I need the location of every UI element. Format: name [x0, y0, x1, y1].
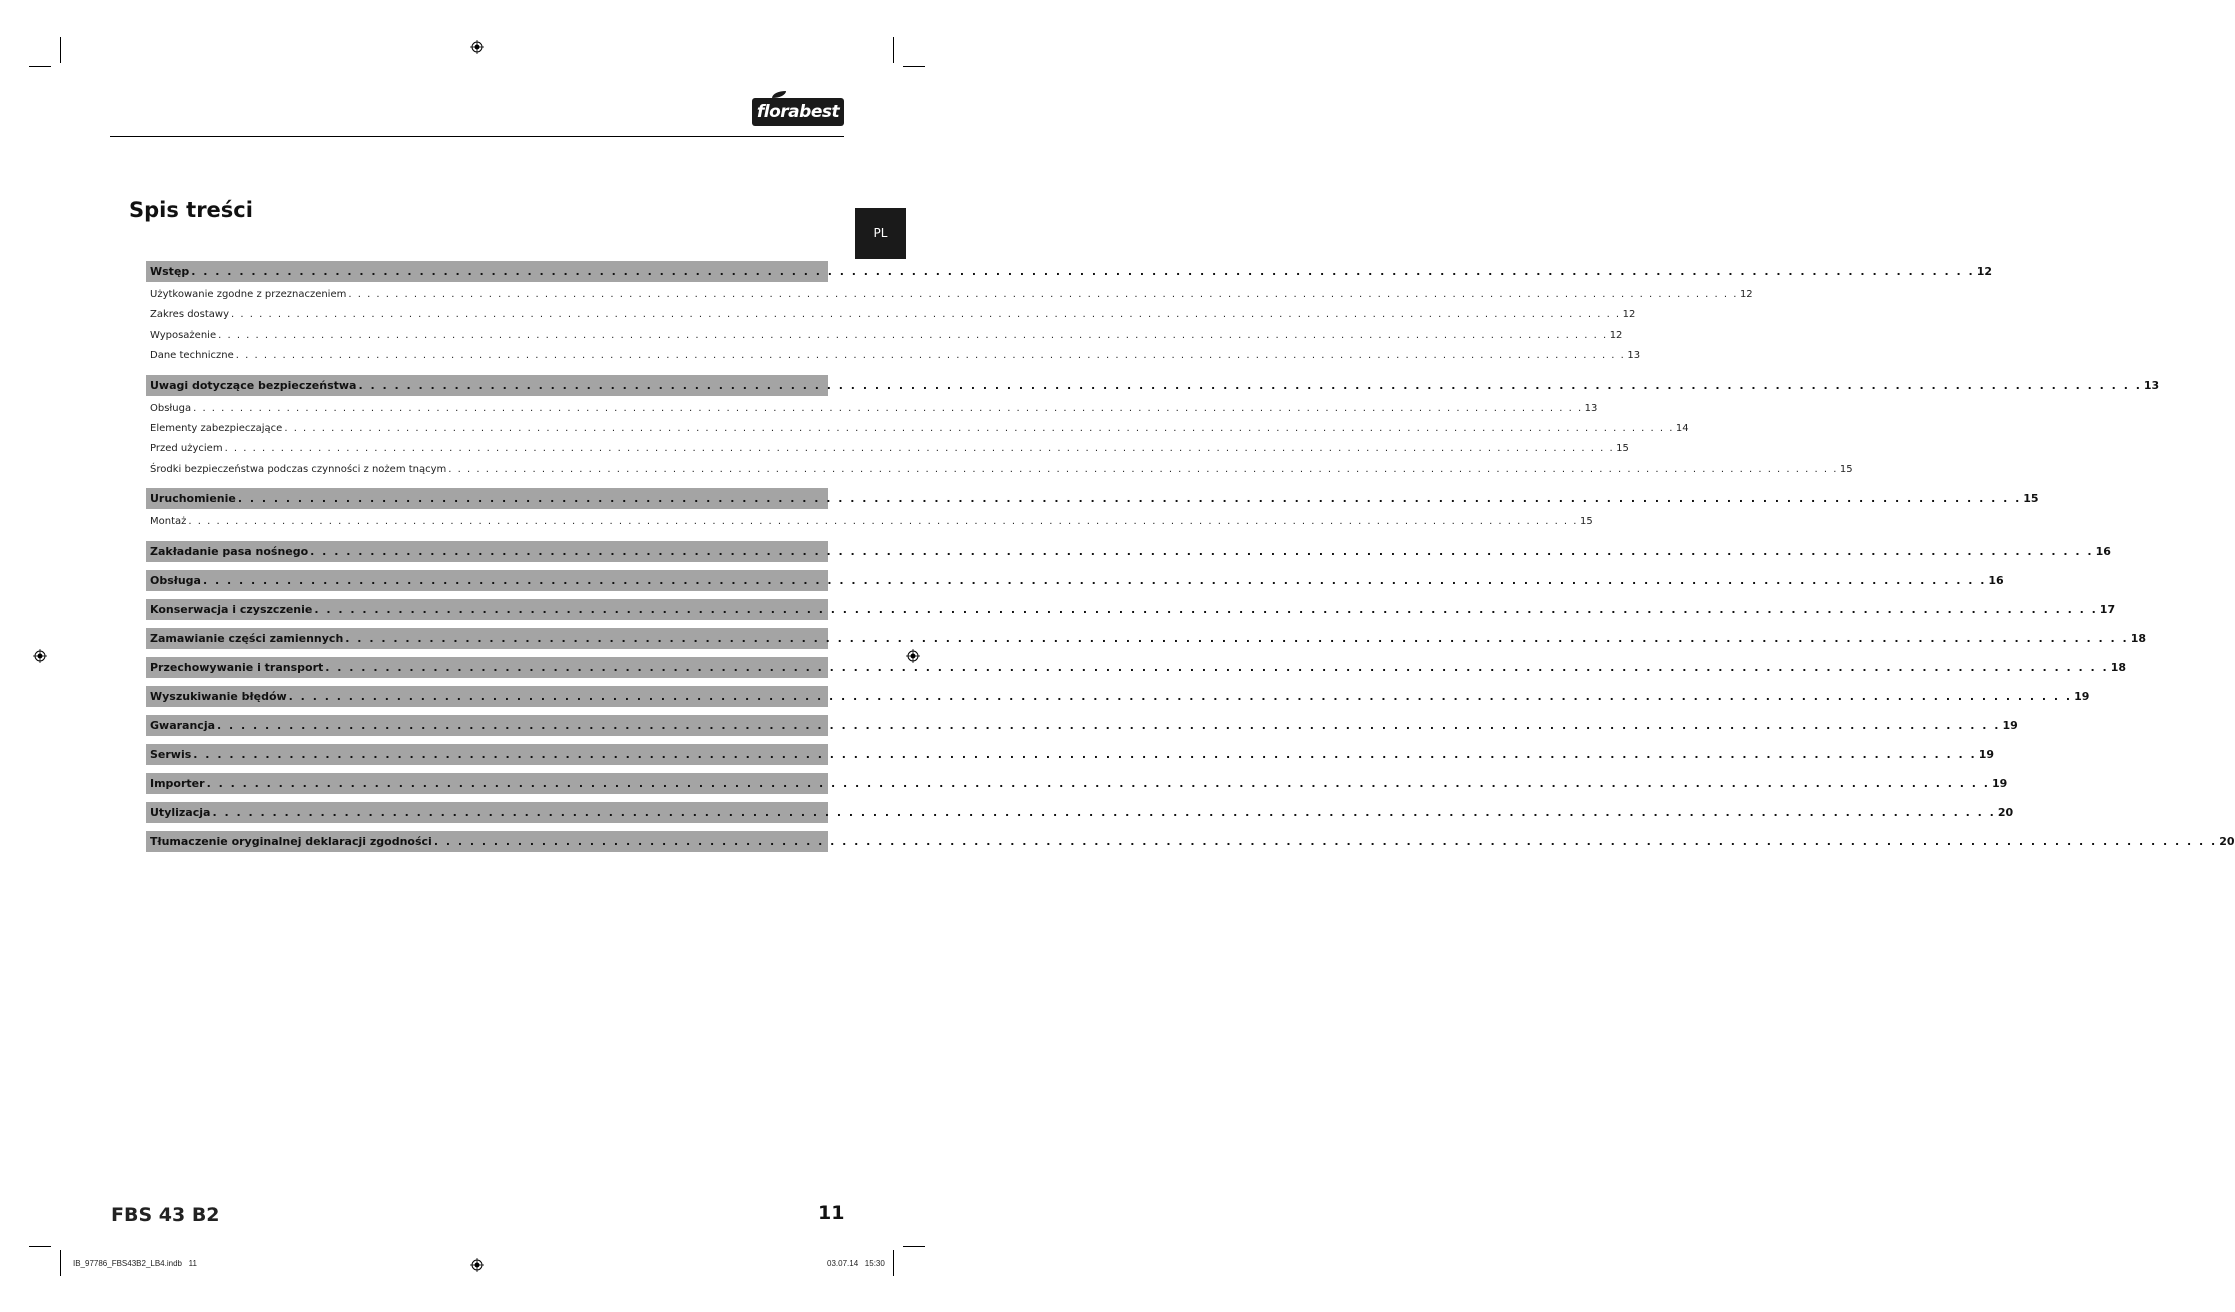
toc-leader-dots: . . . . . . . . . . . . . . . . . . . . . . . . . . . . . . . . . . . . . . . . . . . . . . . . . . . . . . . . . . . . . . . . . . . . . . . . . . . . . . . . . . . . . . . . . . . . . . . . . . . . . . . . . . . . . . . . . . . . . . . . . . . . . . . . . . . . . . . . . . . . . . . . . . . . . — [193, 402, 1583, 414]
toc-leader-dots: . . . . . . . . . . . . . . . . . . . . . . . . . . . . . . . . . . . . . . . . . . . . . . . . . . . . . . . . . . . . . . . . . . . . . . . . . . . . . . . . . . . . . . . . . . . . . . . . . . . . . . . . . . . . . . . . . . . . . . . . . . . . . . . . . . . . . . . . . . . . . . . . . . . . . — [231, 309, 1621, 321]
toc-section-row[interactable] — [146, 715, 2018, 736]
crop-mark — [29, 66, 51, 67]
leaf-icon — [772, 91, 786, 98]
toc-subsection-row[interactable] — [146, 346, 1641, 366]
toc-entry-page: 15 — [1616, 443, 1629, 455]
toc-subsection-row[interactable] — [146, 460, 1853, 480]
print-slug-file: IB_97786_FBS43B2_LB4.indb 11 — [73, 1259, 197, 1268]
toc-entry-page: 12 — [1622, 309, 1636, 321]
toc-entry-page: 17 — [2099, 602, 2116, 616]
toc-entry-title: Użytkowanie zgodne z przeznaczeniem — [150, 289, 347, 300]
toc-leader-dots: . . . . . . . . . . . . . . . . . . . . . . . . . . . . . . . . . . . . . . . . . . . . . . . . . . . . . . . . . . . . . . . . . . . . . . . . . . . . . . . . . . . . . . . . . . . . . . . . . . . . . . . . . . . . . . . . . . . . . . . . . . . . . . . . . . . . . . . . . . . . . . . . . . . . . — [310, 544, 2094, 558]
toc-entry-page: 18 — [2130, 631, 2147, 645]
toc-entry-title: Serwis — [150, 747, 192, 761]
print-slug-date: 03.07.14 15:30 — [827, 1259, 885, 1268]
toc-entry-title: Importer — [150, 776, 205, 790]
toc-subsection-row[interactable] — [146, 419, 1689, 439]
toc-subsection-row[interactable] — [146, 326, 1623, 346]
toc-entry-title: Wyposażenie — [150, 329, 217, 341]
crop-mark — [893, 1250, 894, 1276]
page-title: Spis treści — [129, 198, 253, 222]
crop-mark — [903, 1246, 925, 1247]
registration-mark-icon — [470, 40, 484, 54]
toc-entry-title: Obsługa — [150, 402, 192, 414]
brand-logo — [752, 98, 844, 126]
toc-entry-page: 13 — [1627, 350, 1641, 362]
toc-subsection-row[interactable] — [146, 285, 1753, 305]
toc-entry-page: 19 — [2002, 718, 2018, 732]
toc-leader-dots: . . . . . . . . . . . . . . . . . . . . . . . . . . . . . . . . . . . . . . . . . . . . . . . . . . . . . . . . . . . . . . . . . . . . . . . . . . . . . . . . . . . . . . . . . . . . . . . . . . . . . . . . . . . . . . . . . . . . . . . . . . . . . . . . . . . . . . . . . . . . . . . . . . . . . — [433, 834, 2218, 848]
toc-section-row[interactable] — [146, 375, 2160, 396]
toc-section-row[interactable] — [146, 570, 2004, 591]
crop-mark — [903, 66, 925, 67]
toc-subsection-row[interactable] — [146, 439, 1629, 459]
toc-section-row[interactable] — [146, 488, 2039, 509]
toc-entry-page: 15 — [1839, 463, 1853, 475]
toc-leader-dots: . . . . . . . . . . . . . . . . . . . . . . . . . . . . . . . . . . . . . . . . . . . . . . . . . . . . . . . . . . . . . . . . . . . . . . . . . . . . . . . . . . . . . . . . . . . . . . . . . . . . . . . . . . . . . . . . . . . . . . . . . . . . . . . . . . . . . . . . . . . . . . . . . . . . . — [188, 516, 1578, 528]
toc-leader-dots: . . . . . . . . . . . . . . . . . . . . . . . . . . . . . . . . . . . . . . . . . . . . . . . . . . . . . . . . . . . . . . . . . . . . . . . . . . . . . . . . . . . . . . . . . . . . . . . . . . . . . . . . . . . . . . . . . . . . . . . . . . . . . . . . . . . . . . . . . . . . . . . . . . . . . — [237, 492, 2022, 506]
toc-entry-title: Środki bezpieczeństwa podczas czynności z nożem tnącym — [150, 463, 447, 475]
language-tab: PL — [855, 208, 906, 259]
toc-leader-dots: . . . . . . . . . . . . . . . . . . . . . . . . . . . . . . . . . . . . . . . . . . . . . . . . . . . . . . . . . . . . . . . . . . . . . . . . . . . . . . . . . . . . . . . . . . . . . . . . . . . . . . . . . . . . . . . . . . . . . . . . . . . . . . . . . . . . . . . . . . . . . . . . . . . . . — [314, 602, 2098, 616]
toc-entry-title: Zamawianie części zamiennych — [150, 631, 344, 645]
toc-entry-title: Konserwacja i czyszczenie — [150, 602, 313, 616]
toc-section-row[interactable] — [146, 541, 2111, 562]
toc-subsection-row[interactable] — [146, 512, 1593, 532]
toc-entry-page: 14 — [1675, 422, 1689, 434]
toc-entry-title: Gwarancja — [150, 718, 216, 732]
toc-entry-title: Przed użyciem — [150, 443, 223, 455]
toc-leader-dots: . . . . . . . . . . . . . . . . . . . . . . . . . . . . . . . . . . . . . . . . . . . . . . . . . . . . . . . . . . . . . . . . . . . . . . . . . . . . . . . . . . . . . . . . . . . . . . . . . . . . . . . . . . . . . . . . . . . . . . . . . . . . . . . . . . . . . . . . . . . . . . . . . . . . . — [284, 422, 1674, 434]
toc-leader-dots: . . . . . . . . . . . . . . . . . . . . . . . . . . . . . . . . . . . . . . . . . . . . . . . . . . . . . . . . . . . . . . . . . . . . . . . . . . . . . . . . . . . . . . . . . . . . . . . . . . . . . . . . . . . . . . . . . . . . . . . . . . . . . . . . . . . . . . . . . . . . . . . . . . . . . — [218, 329, 1608, 341]
toc-entry-title: Wstęp — [150, 265, 190, 278]
crop-mark — [29, 1246, 51, 1247]
registration-mark-icon — [33, 649, 47, 663]
crop-mark — [60, 1250, 61, 1276]
toc-entry-page: 16 — [1988, 573, 2004, 587]
toc-entry-title: Elementy zabezpieczające — [150, 422, 283, 434]
toc-entry-page: 15 — [1579, 516, 1593, 528]
toc-leader-dots: . . . . . . . . . . . . . . . . . . . . . . . . . . . . . . . . . . . . . . . . . . . . . . . . . . . . . . . . . . . . . . . . . . . . . . . . . . . . . . . . . . . . . . . . . . . . . . . . . . . . . . . . . . . . . . . . . . . . . . . . . . . . . . . . . . . . . . . . . . . . . . . . . . . . . — [206, 776, 1990, 790]
model-name: FBS 43 B2 — [111, 1204, 220, 1226]
toc-entry-title: Uruchomienie — [150, 492, 236, 506]
toc-subsection-row[interactable] — [146, 399, 1598, 419]
toc-section-row[interactable] — [146, 744, 1995, 765]
toc-leader-dots: . . . . . . . . . . . . . . . . . . . . . . . . . . . . . . . . . . . . . . . . . . . . . . . . . . . . . . . . . . . . . . . . . . . . . . . . . . . . . . . . . . . . . . . . . . . . . . . . . . . . . . . . . . . . . . . . . . . . . . . . . . . . . . . . . . . . . . . . . . . . . . . . . . . . . — [193, 747, 1977, 761]
toc-leader-dots: . . . . . . . . . . . . . . . . . . . . . . . . . . . . . . . . . . . . . . . . . . . . . . . . . . . . . . . . . . . . . . . . . . . . . . . . . . . . . . . . . . . . . . . . . . . . . . . . . . . . . . . . . . . . . . . . . . . . . . . . . . . . . . . . . . . . . . . . . . . . . . . . . . . . . — [217, 718, 2001, 732]
toc-section-row[interactable] — [146, 599, 2116, 620]
toc-entry-title: Montaż — [150, 516, 187, 528]
toc-entry-page: 12 — [1739, 289, 1753, 300]
table-of-contents — [146, 261, 2235, 852]
toc-entry-page: 20 — [2219, 834, 2235, 848]
toc-entry-page: 16 — [2095, 544, 2111, 558]
toc-entry-page: 13 — [1584, 402, 1598, 414]
toc-entry-page: 19 — [2074, 689, 2090, 703]
toc-entry-title: Przechowywanie i transport — [150, 660, 324, 674]
toc-section-row[interactable] — [146, 831, 2235, 852]
crop-mark — [60, 37, 61, 63]
toc-leader-dots: . . . . . . . . . . . . . . . . . . . . . . . . . . . . . . . . . . . . . . . . . . . . . . . . . . . . . . . . . . . . . . . . . . . . . . . . . . . . . . . . . . . . . . . . . . . . . . . . . . . . . . . . . . . . . . . . . . . . . . . . . . . . . . . . . . . . . . . . . . . . . . . . . . . . . — [345, 631, 2129, 645]
brand-logo-text: florabest — [756, 102, 840, 122]
toc-entry-page: 19 — [1991, 776, 2008, 790]
toc-entry-page: 19 — [1978, 747, 1995, 761]
toc-entry-title: Dane techniczne — [150, 350, 234, 362]
toc-entry-title: Uwagi dotyczące bezpieczeństwa — [150, 378, 357, 392]
toc-entry-title: Zakres dostawy — [150, 309, 230, 321]
toc-subsection-row[interactable] — [146, 305, 1636, 325]
toc-leader-dots: . . . . . . . . . . . . . . . . . . . . . . . . . . . . . . . . . . . . . . . . . . . . . . . . . . . . . . . . . . . . . . . . . . . . . . . . . . . . . . . . . . . . . . . . . . . . . . . . . . . . . . . . . . . . . . . . . . . . . . . . . . . . . . . . . . . . . . . . . . . . . . . . . . . . . — [191, 265, 1975, 278]
toc-section-row[interactable] — [146, 261, 1993, 282]
toc-leader-dots: . . . . . . . . . . . . . . . . . . . . . . . . . . . . . . . . . . . . . . . . . . . . . . . . . . . . . . . . . . . . . . . . . . . . . . . . . . . . . . . . . . . . . . . . . . . . . . . . . . . . . . . . . . . . . . . . . . . . . . . . . . . . . . . . . . . . . . . . . . . . . . . . . . . . . — [288, 689, 2073, 703]
toc-leader-dots: . . . . . . . . . . . . . . . . . . . . . . . . . . . . . . . . . . . . . . . . . . . . . . . . . . . . . . . . . . . . . . . . . . . . . . . . . . . . . . . . . . . . . . . . . . . . . . . . . . . . . . . . . . . . . . . . . . . . . . . . . . . . . . . . . . . . . . . . . . . . . . . . . . . . . — [235, 350, 1626, 362]
toc-entry-page: 15 — [2023, 492, 2039, 506]
page-number: 11 — [818, 1202, 845, 1224]
toc-leader-dots: . . . . . . . . . . . . . . . . . . . . . . . . . . . . . . . . . . . . . . . . . . . . . . . . . . . . . . . . . . . . . . . . . . . . . . . . . . . . . . . . . . . . . . . . . . . . . . . . . . . . . . . . . . . . . . . . . . . . . . . . . . . . . . . . . . . . . . . . . . . . . . . . . . . . . — [325, 660, 2109, 674]
toc-entry-title: Utylizacja — [150, 805, 211, 819]
toc-entry-page: 13 — [2143, 378, 2160, 392]
header-rule — [110, 136, 844, 137]
toc-leader-dots: . . . . . . . . . . . . . . . . . . . . . . . . . . . . . . . . . . . . . . . . . . . . . . . . . . . . . . . . . . . . . . . . . . . . . . . . . . . . . . . . . . . . . . . . . . . . . . . . . . . . . . . . . . . . . . . . . . . . . . . . . . . . . . . . . . . . . . . . . . . . . . . . . . . . . — [202, 573, 1987, 587]
toc-entry-title: Obsługa — [150, 573, 201, 587]
toc-entry-page: 18 — [2110, 660, 2127, 674]
toc-leader-dots: . . . . . . . . . . . . . . . . . . . . . . . . . . . . . . . . . . . . . . . . . . . . . . . . . . . . . . . . . . . . . . . . . . . . . . . . . . . . . . . . . . . . . . . . . . . . . . . . . . . . . . . . . . . . . . . . . . . . . . . . . . . . . . . . . . . . . . . . . . . . . . . . . . . . . — [348, 289, 1738, 300]
toc-entry-page: 20 — [1997, 805, 2014, 819]
toc-section-row[interactable] — [146, 657, 2127, 678]
toc-section-row[interactable] — [146, 628, 2147, 649]
toc-section-row[interactable] — [146, 686, 2090, 707]
toc-entry-page: 12 — [1609, 329, 1623, 341]
toc-leader-dots: . . . . . . . . . . . . . . . . . . . . . . . . . . . . . . . . . . . . . . . . . . . . . . . . . . . . . . . . . . . . . . . . . . . . . . . . . . . . . . . . . . . . . . . . . . . . . . . . . . . . . . . . . . . . . . . . . . . . . . . . . . . . . . . . . . . . . . . . . . . . . . . . . . . . . — [358, 378, 2142, 392]
toc-leader-dots: . . . . . . . . . . . . . . . . . . . . . . . . . . . . . . . . . . . . . . . . . . . . . . . . . . . . . . . . . . . . . . . . . . . . . . . . . . . . . . . . . . . . . . . . . . . . . . . . . . . . . . . . . . . . . . . . . . . . . . . . . . . . . . . . . . . . . . . . . . . . . . . . . . . . . — [448, 463, 1838, 475]
toc-leader-dots: . . . . . . . . . . . . . . . . . . . . . . . . . . . . . . . . . . . . . . . . . . . . . . . . . . . . . . . . . . . . . . . . . . . . . . . . . . . . . . . . . . . . . . . . . . . . . . . . . . . . . . . . . . . . . . . . . . . . . . . . . . . . . . . . . . . . . . . . . . . . . . . . . . . . . — [224, 443, 1615, 455]
registration-mark-icon — [470, 1258, 484, 1272]
toc-section-row[interactable] — [146, 773, 2008, 794]
toc-entry-title: Tłumaczenie oryginalnej deklaracji zgodności — [150, 834, 432, 848]
crop-mark — [893, 37, 894, 63]
toc-entry-title: Wyszukiwanie błędów — [150, 689, 287, 703]
toc-entry-title: Zakładanie pasa nośnego — [150, 544, 309, 558]
toc-leader-dots: . . . . . . . . . . . . . . . . . . . . . . . . . . . . . . . . . . . . . . . . . . . . . . . . . . . . . . . . . . . . . . . . . . . . . . . . . . . . . . . . . . . . . . . . . . . . . . . . . . . . . . . . . . . . . . . . . . . . . . . . . . . . . . . . . . . . . . . . . . . . . . . . . . . . . — [212, 805, 1996, 819]
toc-section-row[interactable] — [146, 802, 2014, 823]
toc-entry-page: 12 — [1976, 265, 1993, 278]
